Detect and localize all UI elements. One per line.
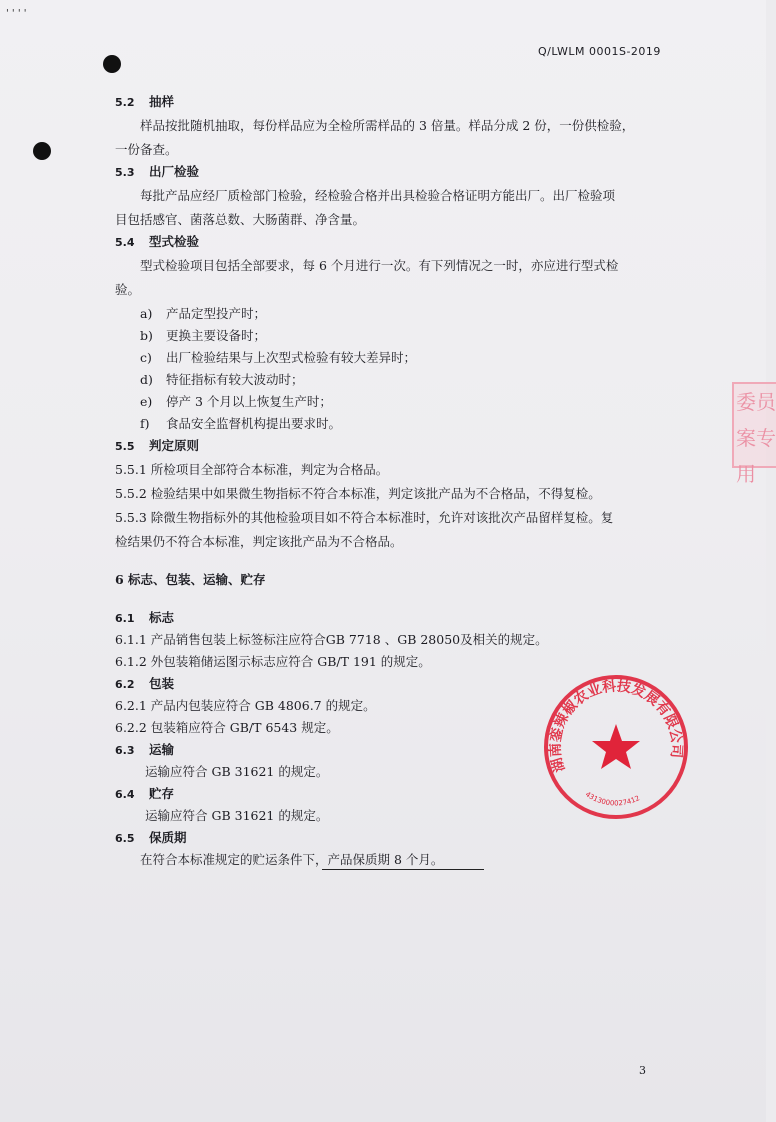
section-heading: 6.4 贮存 xyxy=(115,786,175,801)
clause-line: 运输应符合 GB 31621 的规定。 xyxy=(145,764,329,779)
section-heading: 5.3 出厂检验 xyxy=(115,164,200,179)
section-heading: 6.1 标志 xyxy=(115,610,175,625)
clause-line: 6.1.2 外包装箱储运图示标志应符合 GB/T 191 的规定。 xyxy=(115,654,431,669)
document-code: Q/LWLM 0001S-2019 xyxy=(538,45,661,58)
paragraph-line: 型式检验项目包括全部要求，每 6 个月进行一次。有下列情况之一时，亦应进行型式检 xyxy=(140,258,619,273)
list-item: a) 产品定型投产时； xyxy=(140,306,267,321)
seal-code: 4313000027412 xyxy=(583,790,641,808)
side-stamp: 委员 案专用 xyxy=(732,382,776,468)
clause-line: 6.1.1 产品销售包装上标签标注应符合GB 7718 、GB 28050及相关的规定。 xyxy=(115,632,548,647)
end-rule xyxy=(322,869,484,870)
clause-line: 6.2.2 包装箱应符合 GB/T 6543 规定。 xyxy=(115,720,339,735)
svg-text:4313000027412 xyxy=(584,790,641,807)
section-heading: 5.2 抽样 xyxy=(115,94,175,109)
list-item: f) 食品安全监督机构提出要求时。 xyxy=(140,416,342,431)
punch-hole xyxy=(103,55,121,73)
section-heading: 6.3 运输 xyxy=(115,742,175,757)
list-item: c) 出厂检验结果与上次型式检验有较大差异时； xyxy=(140,350,417,365)
list-item: e) 停产 3 个月以上恢复生产时； xyxy=(140,394,332,409)
section-heading: 6.2 包装 xyxy=(115,676,175,691)
company-seal xyxy=(541,672,691,822)
clause-line: 检结果仍不符合本标准，判定该批产品为不合格品。 xyxy=(115,534,403,549)
clause-line: 5.5.1 所检项目全部符合本标准，判定为合格品。 xyxy=(115,462,389,477)
clause-line: 运输应符合 GB 31621 的规定。 xyxy=(145,808,329,823)
page-number: 3 xyxy=(639,1064,646,1077)
paragraph-line: 目包括感官、菌落总数、大肠菌群、净含量。 xyxy=(115,212,366,227)
section-heading: 5.5 判定原则 xyxy=(115,438,200,453)
punch-hole xyxy=(33,142,51,160)
clause-line: 6.2.1 产品内包装应符合 GB 4806.7 的规定。 xyxy=(115,698,376,713)
scan-mark: ' ' ' ' xyxy=(6,8,27,19)
clause-line: 5.5.2 检验结果中如果微生物指标不符合本标准，判定该批产品为不合格品，不得复检。 xyxy=(115,486,601,501)
section-heading: 6.5 保质期 xyxy=(115,830,187,845)
list-item: d) 特征指标有较大波动时； xyxy=(140,372,304,387)
paragraph-line: 每批产品应经厂质检部门检验，经检验合格并出具检验合格证明方能出厂。出厂检验项 xyxy=(140,188,616,203)
section-heading: 5.4 型式检验 xyxy=(115,234,200,249)
paragraph-line: 样品按批随机抽取，每份样品应为全检所需样品的 3 倍量。样品分成 2 份，一份供检验， xyxy=(140,118,635,133)
paragraph-line: 验。 xyxy=(115,282,141,297)
clause-line: 5.5.3 除微生物指标外的其他检验项目如不符合本标准时，允许对该批次产品留样复检。复 xyxy=(115,510,614,525)
paragraph-line: 一份备查。 xyxy=(115,142,178,157)
clause-line: 在符合本标准规定的贮运条件下，产品保质期 8 个月。 xyxy=(140,852,444,867)
seal-text: 湖南銮辣椒农业科技发展有限公司 xyxy=(547,678,685,774)
star-icon xyxy=(592,724,640,769)
chapter-heading: 6 标志、包装、运输、贮存 xyxy=(115,572,266,587)
list-item: b) 更换主要设备时； xyxy=(140,328,267,343)
